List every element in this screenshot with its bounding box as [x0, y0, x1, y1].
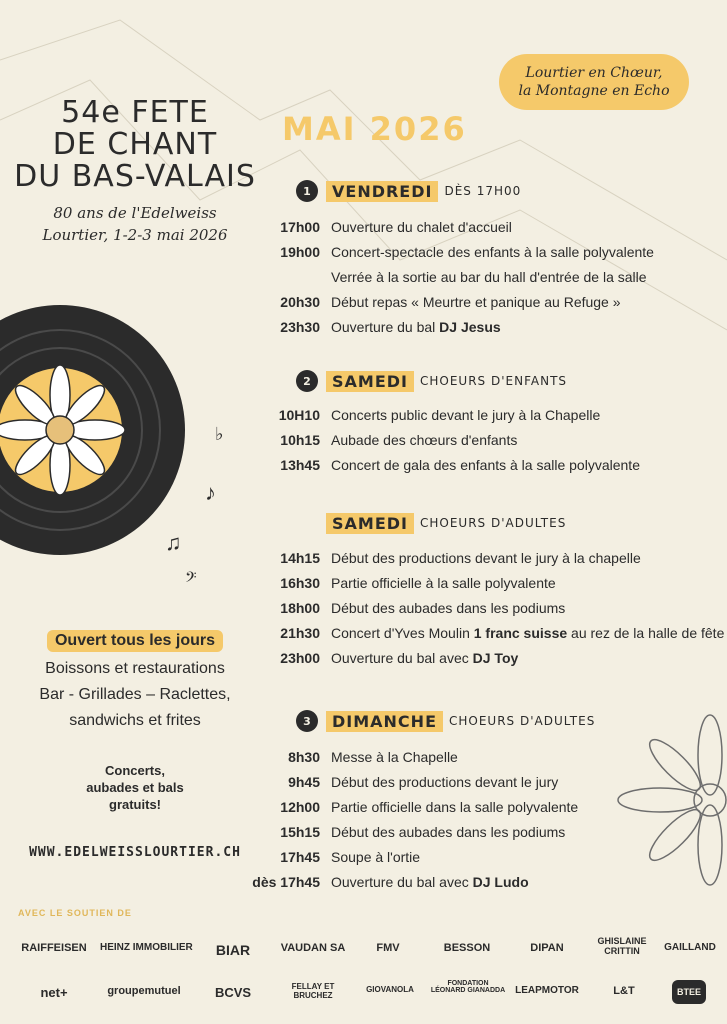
free-line3: gratuits!: [109, 797, 161, 812]
sponsor-logo: GIOVANOLA: [366, 985, 414, 994]
event-row: [250, 219, 512, 241]
sponsor-logo: HEINZ IMMOBILIER: [100, 942, 193, 953]
sponsor-logo: FMV: [376, 942, 400, 954]
sponsor-logo: GHISLAINE CRITTIN: [597, 936, 647, 956]
event-row: [250, 749, 458, 771]
event-row: [250, 650, 518, 672]
event-time: 17h00: [280, 219, 320, 235]
event-row: [250, 294, 621, 316]
sponsor-logo: L&T: [613, 985, 635, 997]
event-row: [250, 625, 724, 647]
svg-text:𝄢: 𝄢: [185, 569, 197, 589]
free-line1: Concerts,: [105, 763, 165, 778]
anniversary-text: 80 ans de l'Edelweiss: [53, 204, 217, 222]
open-daily-badge: Ouvert tous les jours: [47, 630, 223, 652]
event-desc: Début des aubades dans les podiums: [331, 824, 566, 840]
event-time: 10h15: [280, 432, 320, 448]
svg-text:♭: ♭: [215, 424, 224, 444]
event-time: 10H10: [278, 407, 320, 423]
month-heading: MAI 2026: [282, 110, 467, 148]
event-time: 18h00: [280, 600, 320, 616]
event-desc: Début des aubades dans les podiums: [331, 600, 566, 616]
event-desc: Ouverture du bal avec: [331, 874, 473, 890]
sponsor-logo: GAILLAND: [664, 942, 716, 953]
day-subtitle: CHOEURS D'ADULTES: [449, 714, 596, 728]
event-time: 21h30: [280, 625, 320, 641]
dj-name: DJ Jesus: [439, 319, 501, 335]
event-row: [250, 244, 654, 266]
free-info: [0, 762, 270, 813]
event-row: [250, 799, 578, 821]
day-number-badge: 2: [296, 370, 318, 392]
svg-text:♪: ♪: [205, 480, 216, 505]
event-time: 16h30: [280, 575, 320, 591]
day-header-dimanche: [296, 709, 595, 733]
sponsor-logo: LEAPMOTOR: [515, 985, 579, 996]
event-row: [250, 874, 529, 896]
event-desc-after: au rez de la halle de fête: [567, 625, 725, 641]
event-desc: Concert-spectacle des enfants à la salle polyvalente: [331, 244, 654, 260]
event-row: [250, 432, 517, 454]
open-line3: sandwichs et frites: [69, 712, 201, 729]
event-desc: Soupe à l'ortie: [331, 849, 421, 865]
slogan-line2: la Montagne en Echo: [518, 83, 670, 99]
day-label: VENDREDI: [326, 181, 438, 202]
event-time: 9h45: [288, 774, 320, 790]
day-header-samedi-adultes: [296, 511, 566, 535]
band-name: 1 franc suisse: [473, 625, 568, 641]
event-desc: Partie officielle à la salle polyvalente: [331, 575, 556, 591]
event-desc: Ouverture du chalet d'accueil: [331, 219, 512, 235]
event-time: 8h30: [288, 749, 320, 765]
sponsor-logo: DIPAN: [530, 942, 564, 954]
event-desc: Début des productions devant le jury: [331, 774, 559, 790]
event-row: [250, 269, 647, 291]
event-row: [250, 575, 556, 597]
event-desc: Début repas « Meurtre et panique au Refuge »: [331, 294, 621, 310]
location-dates: Lourtier, 1-2-3 mai 2026: [42, 226, 228, 244]
day-label: DIMANCHE: [326, 711, 443, 732]
slogan-line1: Lourtier en Chœur,: [525, 65, 663, 81]
event-time: 23h30: [280, 319, 320, 335]
event-time: 15h15: [280, 824, 320, 840]
event-desc: Partie officielle dans la salle polyvalente: [331, 799, 579, 815]
festival-title-line3: DU BAS-VALAIS: [14, 159, 256, 194]
event-desc: Aubade des chœurs d'enfants: [331, 432, 518, 448]
vinyl-edelweiss-illustration: [0, 300, 270, 600]
dj-name: DJ Toy: [472, 650, 519, 666]
event-desc: Concert d'Yves Moulin: [331, 625, 474, 641]
sponsor-logo: RAIFFEISEN: [21, 942, 87, 954]
event-desc: Concerts public devant le jury à la Chapelle: [331, 407, 601, 423]
edelweiss-outline-icon: [600, 700, 727, 900]
festival-title-line2: DE CHANT: [52, 127, 218, 162]
event-row: [250, 600, 565, 622]
event-row: [250, 774, 558, 796]
event-time: 12h00: [280, 799, 320, 815]
sponsor-logo: FONDATION LÉONARD GIANADDA: [430, 980, 506, 994]
sponsor-logo: BIAR: [215, 942, 251, 958]
day-header-vendredi: [296, 179, 521, 203]
event-time: [250, 269, 320, 291]
open-line1: Boissons et restaurations: [45, 660, 225, 677]
event-time: 14h15: [280, 550, 320, 566]
day-label: SAMEDI: [326, 371, 414, 392]
event-time: 19h00: [280, 244, 320, 260]
open-info: [0, 630, 270, 734]
festival-title-line1: 54e FETE: [61, 95, 209, 130]
support-label: AVEC LE SOUTIEN DE: [18, 908, 132, 918]
event-row: [250, 319, 501, 341]
event-desc: Verrée à la sortie au bar du hall d'entrée de la salle: [331, 269, 647, 285]
event-desc: Début des productions devant le jury à la chapelle: [331, 550, 641, 566]
day-header-samedi-enfants: [296, 369, 567, 393]
day-label: SAMEDI: [326, 513, 414, 534]
event-row: [250, 824, 565, 846]
event-desc: Messe à la Chapelle: [331, 749, 458, 765]
day-number-badge: 1: [296, 180, 318, 202]
sponsor-logo: BESSON: [443, 942, 491, 954]
event-time: 17h45: [280, 849, 320, 865]
sponsor-logo: FELLAY ET BRUCHEZ: [291, 982, 335, 1000]
sponsor-logo: net+: [40, 985, 68, 1000]
free-line2: aubades et bals: [86, 780, 184, 795]
event-row: [250, 407, 600, 429]
event-time: 23h00: [280, 650, 320, 666]
open-line2: Bar - Grillades – Raclettes,: [39, 686, 231, 703]
day-subtitle: CHOEURS D'ADULTES: [420, 516, 567, 530]
event-row: [250, 457, 640, 479]
day-subtitle: CHOEURS D'ENFANTS: [420, 374, 568, 388]
event-row: [250, 550, 641, 572]
sponsor-logo: BCVS: [214, 985, 252, 1000]
event-time: 13h45: [280, 457, 320, 473]
dj-name: DJ Ludo: [472, 874, 529, 890]
event-desc: Ouverture du bal avec: [331, 650, 473, 666]
sponsor-logo: BTEE: [672, 980, 706, 1004]
event-desc: Concert de gala des enfants à la salle polyvalente: [331, 457, 640, 473]
event-desc: Ouverture du bal: [331, 319, 440, 335]
event-row: [250, 849, 420, 871]
event-time: dès 17h45: [252, 874, 320, 890]
day-number-badge: 3: [296, 710, 318, 732]
sponsor-logo: groupemutuel: [107, 985, 181, 997]
event-time: 20h30: [280, 294, 320, 310]
slogan-badge: [499, 54, 689, 110]
day-subtitle: DÈS 17H00: [444, 184, 522, 198]
svg-text:♫: ♫: [165, 530, 182, 555]
website-link[interactable]: WWW.EDELWEISSLOURTIER.CH: [29, 845, 241, 860]
sponsor-logo: VAUDAN SA: [280, 942, 346, 954]
